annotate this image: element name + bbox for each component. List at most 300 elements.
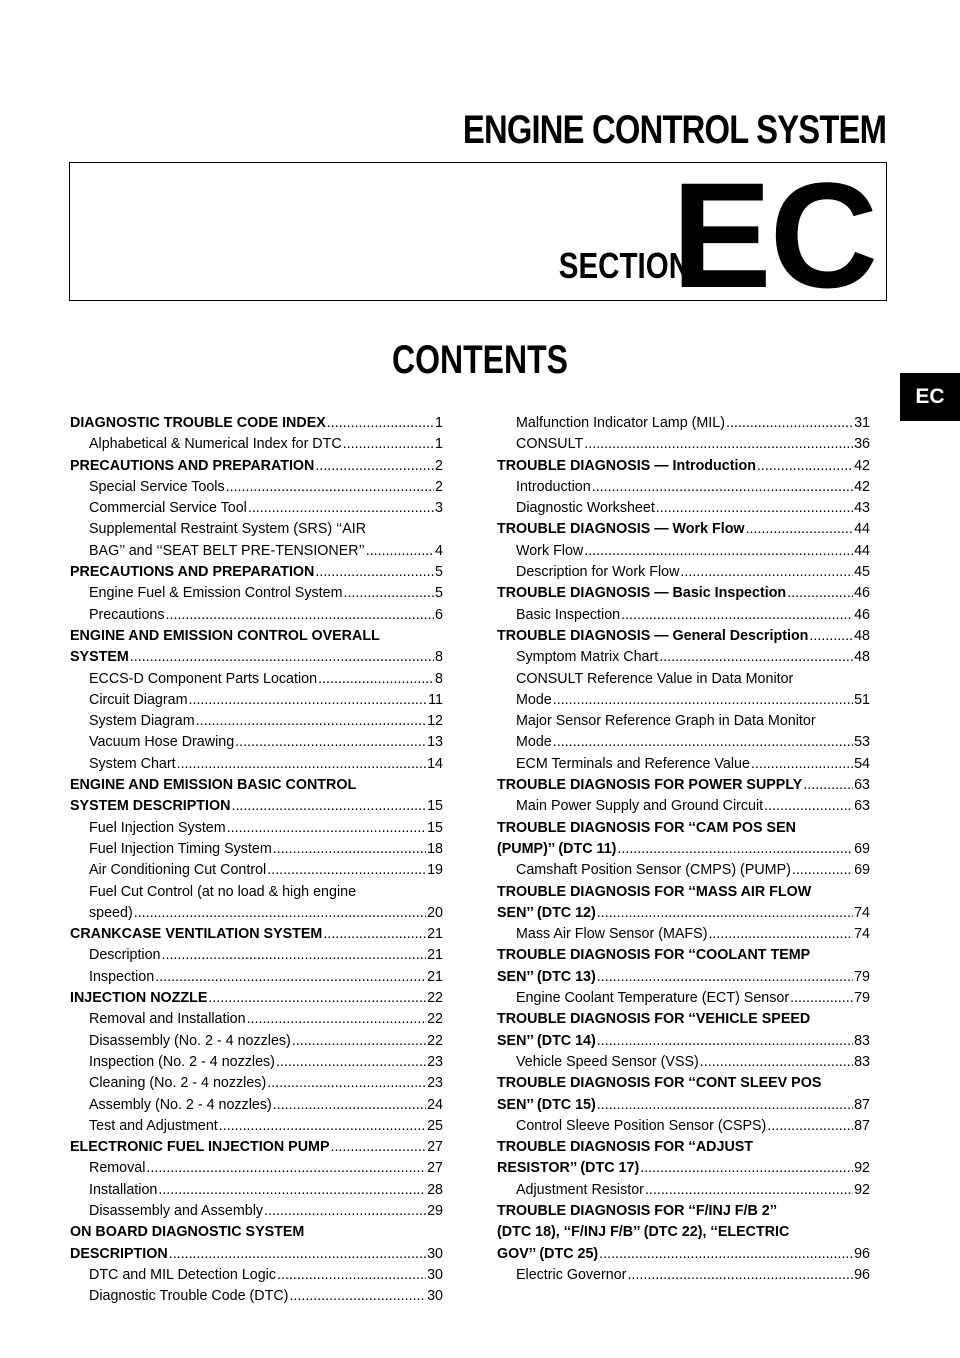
toc-dot-leader	[627, 1265, 853, 1286]
toc-dot-leader	[640, 1158, 853, 1179]
toc-dot-leader	[592, 477, 853, 498]
toc-entry-title: TROUBLE DIAGNOSIS — Work Flow	[497, 521, 745, 538]
toc-entry-page: 6	[435, 606, 443, 623]
toc-dot-leader	[343, 583, 434, 604]
toc-entry[interactable]	[70, 456, 443, 477]
toc-entry-page: 87	[854, 1117, 870, 1134]
toc-entry-page: 46	[854, 585, 870, 602]
toc-entry[interactable]	[497, 818, 870, 839]
toc-dot-leader	[277, 1265, 426, 1286]
toc-entry-title: ECCS-D Component Parts Location	[89, 670, 318, 687]
toc-entry[interactable]	[497, 1265, 870, 1286]
toc-entry[interactable]	[70, 669, 443, 690]
toc-dot-leader	[621, 605, 853, 626]
toc-entry-title: System Diagram	[89, 713, 195, 730]
toc-dot-leader	[757, 456, 853, 477]
toc-entry-page: 44	[854, 521, 870, 538]
toc-entry-title: Vacuum Hose Drawing	[89, 734, 235, 751]
toc-entry-title: Description	[89, 947, 161, 964]
toc-entry[interactable]	[70, 754, 443, 775]
toc-dot-leader	[809, 626, 853, 647]
toc-entry-title: PRECAUTIONS AND PREPARATION	[70, 564, 315, 581]
toc-entry[interactable]	[70, 583, 443, 604]
toc-entry[interactable]	[70, 605, 443, 626]
toc-dot-leader	[323, 924, 426, 945]
toc-entry-page: 69	[854, 862, 870, 879]
toc-entry[interactable]	[497, 775, 870, 796]
toc-dot-leader	[267, 860, 426, 881]
toc-entry[interactable]	[497, 519, 870, 540]
toc-dot-leader	[746, 519, 854, 540]
toc-entry[interactable]	[70, 434, 443, 455]
toc-entry[interactable]	[70, 498, 443, 519]
toc-dot-leader	[130, 647, 434, 668]
toc-entry[interactable]	[70, 1158, 443, 1179]
toc-entry-title: CONSULT	[516, 436, 584, 453]
toc-entry-title: BAG’’ and ‘‘SEAT BELT PRE-TENSIONER’’	[89, 542, 365, 559]
toc-dot-leader	[764, 796, 853, 817]
toc-entry[interactable]	[497, 711, 870, 732]
section-code: EC	[671, 151, 876, 319]
toc-entry-page: 4	[435, 542, 443, 559]
toc-entry[interactable]	[497, 754, 870, 775]
toc-entry-page: 22	[427, 1011, 443, 1028]
toc-dot-leader	[289, 1286, 426, 1307]
toc-entry-page: 30	[427, 1266, 443, 1283]
toc-dot-leader	[597, 1095, 853, 1116]
toc-entry-title: Installation	[89, 1181, 158, 1198]
toc-dot-leader	[617, 839, 853, 860]
toc-entry-title: speed)	[89, 904, 133, 921]
toc-dot-leader	[597, 1031, 853, 1052]
toc-entry[interactable]	[70, 1286, 443, 1307]
toc-dot-leader	[247, 1009, 427, 1030]
toc-entry[interactable]	[70, 1095, 443, 1116]
toc-entry-page: 3	[435, 500, 443, 517]
toc-entry-page: 21	[427, 968, 443, 985]
toc-dot-leader	[318, 669, 434, 690]
toc-dot-leader	[584, 541, 853, 562]
toc-entry[interactable]	[70, 1073, 443, 1094]
toc-dot-leader	[803, 775, 853, 796]
toc-entry-page: 51	[854, 691, 870, 708]
toc-entry-page: 11	[428, 691, 443, 708]
toc-dot-leader	[708, 924, 853, 945]
toc-entry[interactable]	[497, 967, 870, 988]
toc-entry-page: 21	[427, 926, 443, 943]
toc-dot-leader	[146, 1158, 426, 1179]
toc-entry-page: 92	[854, 1160, 870, 1177]
toc-entry-page: 79	[854, 990, 870, 1007]
toc-dot-leader	[599, 1244, 853, 1265]
toc-entry-title: Alphabetical & Numerical Index for DTC	[89, 436, 342, 453]
toc-entry[interactable]	[70, 647, 443, 668]
toc-dot-leader	[267, 1073, 426, 1094]
toc-dot-leader	[726, 413, 853, 434]
toc-entry-title: SYSTEM DESCRIPTION	[70, 798, 231, 815]
toc-entry-title: ON BOARD DIAGNOSTIC SYSTEM	[70, 1224, 305, 1241]
toc-entry-title: SYSTEM	[70, 649, 129, 666]
toc-entry-title: Commercial Service Tool	[89, 500, 247, 517]
toc-entry[interactable]	[497, 562, 870, 583]
toc-entry-page: 74	[854, 904, 870, 921]
toc-entry[interactable]	[497, 669, 870, 690]
toc-entry-page: 53	[854, 734, 870, 751]
toc-entry-page: 44	[854, 542, 870, 559]
toc-entry[interactable]	[497, 413, 870, 434]
toc-entry[interactable]	[70, 1009, 443, 1030]
toc-entry[interactable]	[497, 1031, 870, 1052]
toc-entry[interactable]	[497, 1052, 870, 1073]
toc-dot-leader	[787, 583, 853, 604]
toc-entry-title: PRECAUTIONS AND PREPARATION	[70, 457, 315, 474]
toc-entry-page: 20	[427, 904, 443, 921]
toc-column-right	[497, 413, 870, 1286]
toc-entry-title: TROUBLE DIAGNOSIS — Introduction	[497, 457, 756, 474]
toc-entry-page: 54	[854, 755, 870, 772]
toc-dot-leader	[196, 711, 426, 732]
toc-entry-title: Fuel Cut Control (at no load & high engine	[89, 883, 357, 900]
toc-entry-title: Removal and Installation	[89, 1011, 246, 1028]
toc-entry-title: Disassembly and Assembly	[89, 1202, 264, 1219]
toc-entry[interactable]	[497, 583, 870, 604]
toc-dot-leader	[680, 562, 853, 583]
toc-entry[interactable]	[70, 903, 443, 924]
toc-entry[interactable]	[497, 1073, 870, 1094]
toc-entry-title: Main Power Supply and Ground Circuit	[516, 798, 764, 815]
toc-entry[interactable]	[70, 711, 443, 732]
toc-dot-leader	[276, 1052, 426, 1073]
toc-entry[interactable]	[70, 1222, 443, 1243]
toc-entry-title: Mode	[516, 734, 552, 751]
toc-dot-leader	[158, 1180, 426, 1201]
toc-entry-title: TROUBLE DIAGNOSIS FOR ‘‘COOLANT TEMP	[497, 947, 811, 964]
toc-dot-leader	[219, 1116, 426, 1137]
toc-entry-page: 63	[854, 777, 870, 794]
toc-dot-leader	[315, 456, 434, 477]
toc-entry-title: Supplemental Restraint System (SRS) ‘‘AIR	[89, 521, 367, 538]
toc-dot-leader	[169, 1244, 426, 1265]
toc-entry[interactable]	[70, 519, 443, 540]
toc-entry[interactable]	[70, 818, 443, 839]
toc-entry-page: 22	[427, 990, 443, 1007]
toc-entry-title: DESCRIPTION	[70, 1245, 168, 1262]
toc-dot-leader	[226, 477, 434, 498]
toc-entry[interactable]	[497, 796, 870, 817]
toc-entry[interactable]	[497, 988, 870, 1009]
toc-entry-title: (DTC 18), ‘‘F/INJ F/B’’ (DTC 22), ‘‘ELECTRIC	[497, 1224, 790, 1241]
toc-entry-title: Diagnostic Trouble Code (DTC)	[89, 1288, 289, 1305]
toc-entry-page: 8	[435, 670, 443, 687]
toc-entry[interactable]	[70, 775, 443, 796]
toc-dot-leader	[597, 967, 853, 988]
toc-entry[interactable]	[70, 562, 443, 583]
toc-entry-title: Engine Coolant Temperature (ECT) Sensor	[516, 990, 790, 1007]
toc-entry[interactable]	[497, 860, 870, 881]
toc-entry-title: Precautions	[89, 606, 165, 623]
toc-entry-page: 13	[427, 734, 443, 751]
toc-entry-page: 30	[427, 1288, 443, 1305]
toc-dot-leader	[134, 903, 426, 924]
toc-dot-leader	[553, 690, 853, 711]
toc-entry[interactable]	[70, 1031, 443, 1052]
toc-entry-page: 19	[427, 862, 443, 879]
contents-heading: CONTENTS	[392, 338, 568, 382]
toc-entry-title: Disassembly (No. 2 - 4 nozzles)	[89, 1032, 291, 1049]
toc-entry[interactable]	[497, 456, 870, 477]
toc-entry-title: Special Service Tools	[89, 478, 225, 495]
toc-dot-leader	[189, 690, 428, 711]
toc-entry[interactable]	[497, 1222, 870, 1243]
toc-entry-page: 48	[854, 627, 870, 644]
toc-entry-page: 42	[854, 478, 870, 495]
toc-entry-title: Cleaning (No. 2 - 4 nozzles)	[89, 1075, 267, 1092]
toc-entry-page: 36	[854, 436, 870, 453]
toc-entry-title: Description for Work Flow	[516, 564, 680, 581]
toc-entry-title: Air Conditioning Cut Control	[89, 862, 267, 879]
toc-entry-page: 25	[427, 1117, 443, 1134]
toc-entry-title: Engine Fuel & Emission Control System	[89, 585, 343, 602]
toc-entry-page: 46	[854, 606, 870, 623]
toc-entry-page: 23	[427, 1053, 443, 1070]
toc-dot-leader	[162, 945, 427, 966]
toc-entry[interactable]	[70, 541, 443, 562]
toc-entry-page: 43	[854, 500, 870, 517]
toc-column-left	[70, 413, 443, 1307]
toc-entry[interactable]	[497, 626, 870, 647]
toc-dot-leader	[343, 434, 434, 455]
toc-entry[interactable]	[70, 1201, 443, 1222]
toc-entry-page: 27	[427, 1160, 443, 1177]
toc-dot-leader	[155, 967, 426, 988]
toc-entry-page: 48	[854, 649, 870, 666]
toc-entry[interactable]	[70, 690, 443, 711]
toc-entry[interactable]	[70, 626, 443, 647]
toc-dot-leader	[553, 732, 853, 753]
toc-entry-title: GOV’’ (DTC 25)	[497, 1245, 599, 1262]
toc-entry[interactable]	[497, 1137, 870, 1158]
toc-entry[interactable]	[497, 882, 870, 903]
toc-entry[interactable]	[70, 732, 443, 753]
toc-entry[interactable]	[497, 1158, 870, 1179]
toc-entry-title: RESISTOR’’ (DTC 17)	[497, 1160, 640, 1177]
toc-dot-leader	[177, 754, 426, 775]
toc-entry[interactable]	[70, 1265, 443, 1286]
toc-dot-leader	[700, 1052, 853, 1073]
toc-entry[interactable]	[497, 1244, 870, 1265]
toc-entry[interactable]	[497, 477, 870, 498]
toc-entry[interactable]	[497, 647, 870, 668]
toc-entry-page: 29	[427, 1202, 443, 1219]
toc-entry-page: 31	[854, 415, 870, 431]
toc-entry-page: 5	[435, 564, 443, 581]
toc-entry-page: 14	[427, 755, 443, 772]
toc-entry-title: ENGINE AND EMISSION BASIC CONTROL	[70, 777, 357, 794]
toc-dot-leader	[227, 818, 426, 839]
toc-entry-title: Mode	[516, 691, 552, 708]
toc-entry-page: 15	[427, 819, 443, 836]
section-box	[69, 151, 887, 319]
toc-entry-title: ELECTRONIC FUEL INJECTION PUMP	[70, 1139, 330, 1156]
toc-entry-page: 96	[854, 1266, 870, 1283]
toc-dot-leader	[597, 903, 853, 924]
toc-entry[interactable]	[70, 967, 443, 988]
toc-entry-title: Camshaft Position Sensor (CMPS) (PUMP)	[516, 862, 791, 879]
section-label: SECTION	[558, 245, 690, 286]
toc-entry-title: Fuel Injection System	[89, 819, 226, 836]
toc-dot-leader	[235, 732, 426, 753]
toc-entry-page: 1	[435, 436, 443, 453]
toc-entry-title: TROUBLE DIAGNOSIS — General Description	[497, 627, 809, 644]
toc-dot-leader	[327, 413, 434, 434]
toc-entry[interactable]	[497, 498, 870, 519]
toc-entry-title: CONSULT Reference Value in Data Monitor	[516, 670, 794, 687]
toc-entry-title: TROUBLE DIAGNOSIS FOR ‘‘F/INJ F/B 2’’	[497, 1202, 778, 1219]
toc-entry[interactable]	[70, 477, 443, 498]
toc-entry-page: 2	[435, 457, 443, 474]
toc-dot-leader	[264, 1201, 426, 1222]
toc-entry-title: (PUMP)’’ (DTC 11)	[497, 840, 617, 857]
toc-entry[interactable]	[70, 945, 443, 966]
toc-entry-title: SEN’’ (DTC 12)	[497, 904, 596, 921]
document-title: ENGINE CONTROL SYSTEM	[462, 108, 886, 152]
toc-entry[interactable]	[70, 413, 443, 434]
toc-entry-title: Inspection (No. 2 - 4 nozzles)	[89, 1053, 275, 1070]
toc-dot-leader	[656, 498, 853, 519]
toc-entry-title: DTC and MIL Detection Logic	[89, 1266, 277, 1283]
toc-entry[interactable]	[497, 839, 870, 860]
toc-entry-title: TROUBLE DIAGNOSIS FOR ‘‘MASS AIR FLOW	[497, 883, 812, 900]
toc-entry[interactable]	[497, 1116, 870, 1137]
toc-entry-page: 96	[854, 1245, 870, 1262]
toc-entry-page: 22	[427, 1032, 443, 1049]
toc-entry-title: Circuit Diagram	[89, 691, 188, 708]
toc-entry-title: INJECTION NOZZLE	[70, 990, 208, 1007]
toc-entry-title: TROUBLE DIAGNOSIS FOR POWER SUPPLY	[497, 777, 803, 794]
toc-entry[interactable]	[70, 988, 443, 1009]
toc-entry[interactable]	[70, 924, 443, 945]
toc-entry-title: Major Sensor Reference Graph in Data Monitor	[516, 713, 816, 730]
toc-dot-leader	[330, 1137, 426, 1158]
toc-entry-page: 1	[435, 415, 443, 431]
toc-entry-title: Electric Governor	[516, 1266, 627, 1283]
toc-entry-title: ENGINE AND EMISSION CONTROL OVERALL	[70, 627, 380, 644]
toc-entry-title: TROUBLE DIAGNOSIS FOR ‘‘CAM POS SEN	[497, 819, 796, 836]
toc-entry-title: Assembly (No. 2 - 4 nozzles)	[89, 1096, 272, 1113]
toc-entry[interactable]	[70, 1116, 443, 1137]
toc-entry-title: TROUBLE DIAGNOSIS FOR ‘‘VEHICLE SPEED	[497, 1011, 811, 1028]
toc-dot-leader	[584, 434, 853, 455]
toc-entry-title: Removal	[89, 1160, 146, 1177]
toc-entry-page: 23	[427, 1075, 443, 1092]
toc-entry-page: 27	[427, 1139, 443, 1156]
toc-entry[interactable]	[70, 839, 443, 860]
toc-entry-page: 69	[854, 840, 870, 857]
toc-entry-page: 42	[854, 457, 870, 474]
toc-entry-page: 2	[435, 478, 443, 495]
toc-entry[interactable]	[497, 1009, 870, 1030]
toc-dot-leader	[292, 1031, 426, 1052]
toc-entry-title: DIAGNOSTIC TROUBLE CODE INDEX	[70, 415, 326, 431]
toc-entry-title: Test and Adjustment	[89, 1117, 218, 1134]
toc-dot-leader	[792, 860, 853, 881]
toc-entry[interactable]	[70, 1137, 443, 1158]
toc-entry-page: 15	[427, 798, 443, 815]
toc-entry-page: 45	[854, 564, 870, 581]
toc-entry[interactable]	[70, 860, 443, 881]
toc-entry-page: 83	[854, 1032, 870, 1049]
toc-entry-title: Malfunction Indicator Lamp (MIL)	[516, 415, 725, 431]
toc-entry-title: System Chart	[89, 755, 176, 772]
toc-dot-leader	[166, 605, 435, 626]
toc-entry[interactable]	[497, 1095, 870, 1116]
toc-entry-page: 92	[854, 1181, 870, 1198]
section-side-tab[interactable]: EC	[900, 373, 960, 421]
toc-entry[interactable]	[70, 1052, 443, 1073]
toc-entry-page: 18	[427, 840, 443, 857]
toc-entry-page: 21	[427, 947, 443, 964]
toc-entry[interactable]	[497, 732, 870, 753]
toc-entry-title: Inspection	[89, 968, 155, 985]
toc-entry-page: 83	[854, 1053, 870, 1070]
toc-entry[interactable]	[497, 903, 870, 924]
toc-entry-title: Control Sleeve Position Sensor (CSPS)	[516, 1117, 767, 1134]
toc-dot-leader	[208, 988, 426, 1009]
toc-entry[interactable]	[497, 541, 870, 562]
toc-entry[interactable]	[497, 1201, 870, 1222]
toc-entry[interactable]	[497, 945, 870, 966]
toc-entry-title: CRANKCASE VENTILATION SYSTEM	[70, 926, 323, 943]
toc-entry-title: Diagnostic Worksheet	[516, 500, 655, 517]
toc-entry-title: Symptom Matrix Chart	[516, 649, 659, 666]
toc-entry-title: SEN’’ (DTC 14)	[497, 1032, 596, 1049]
toc-entry[interactable]	[70, 796, 443, 817]
toc-dot-leader	[366, 541, 434, 562]
toc-entry-title: ECM Terminals and Reference Value	[516, 755, 750, 772]
toc-entry-page: 30	[427, 1245, 443, 1262]
toc-entry-page: 74	[854, 926, 870, 943]
toc-entry[interactable]	[70, 1180, 443, 1201]
toc-entry-title: SEN’’ (DTC 15)	[497, 1096, 596, 1113]
toc-entry[interactable]	[497, 605, 870, 626]
toc-dot-leader	[248, 498, 434, 519]
toc-entry-page: 12	[427, 713, 443, 730]
toc-dot-leader	[751, 754, 853, 775]
toc-entry-page: 79	[854, 968, 870, 985]
toc-entry[interactable]	[70, 882, 443, 903]
toc-entry-title: SEN’’ (DTC 13)	[497, 968, 596, 985]
toc-entry-page: 8	[435, 649, 443, 666]
toc-dot-leader	[273, 1095, 426, 1116]
toc-entry[interactable]	[497, 434, 870, 455]
toc-entry-title: Mass Air Flow Sensor (MAFS)	[516, 926, 708, 943]
toc-entry[interactable]	[497, 1180, 870, 1201]
toc-entry-title: Vehicle Speed Sensor (VSS)	[516, 1053, 699, 1070]
toc-entry-title: TROUBLE DIAGNOSIS FOR ‘‘ADJUST	[497, 1139, 754, 1156]
toc-dot-leader	[790, 988, 853, 1009]
toc-dot-leader	[231, 796, 426, 817]
toc-entry-title: Fuel Injection Timing System	[89, 840, 272, 857]
toc-entry-page: 5	[435, 585, 443, 602]
toc-entry[interactable]	[497, 924, 870, 945]
toc-dot-leader	[659, 647, 853, 668]
toc-entry-title: Work Flow	[516, 542, 584, 559]
toc-entry-title: Basic Inspection	[516, 606, 621, 623]
toc-entry[interactable]	[497, 690, 870, 711]
toc-entry[interactable]	[70, 1244, 443, 1265]
toc-entry-page: 24	[427, 1096, 443, 1113]
toc-dot-leader	[315, 562, 434, 583]
